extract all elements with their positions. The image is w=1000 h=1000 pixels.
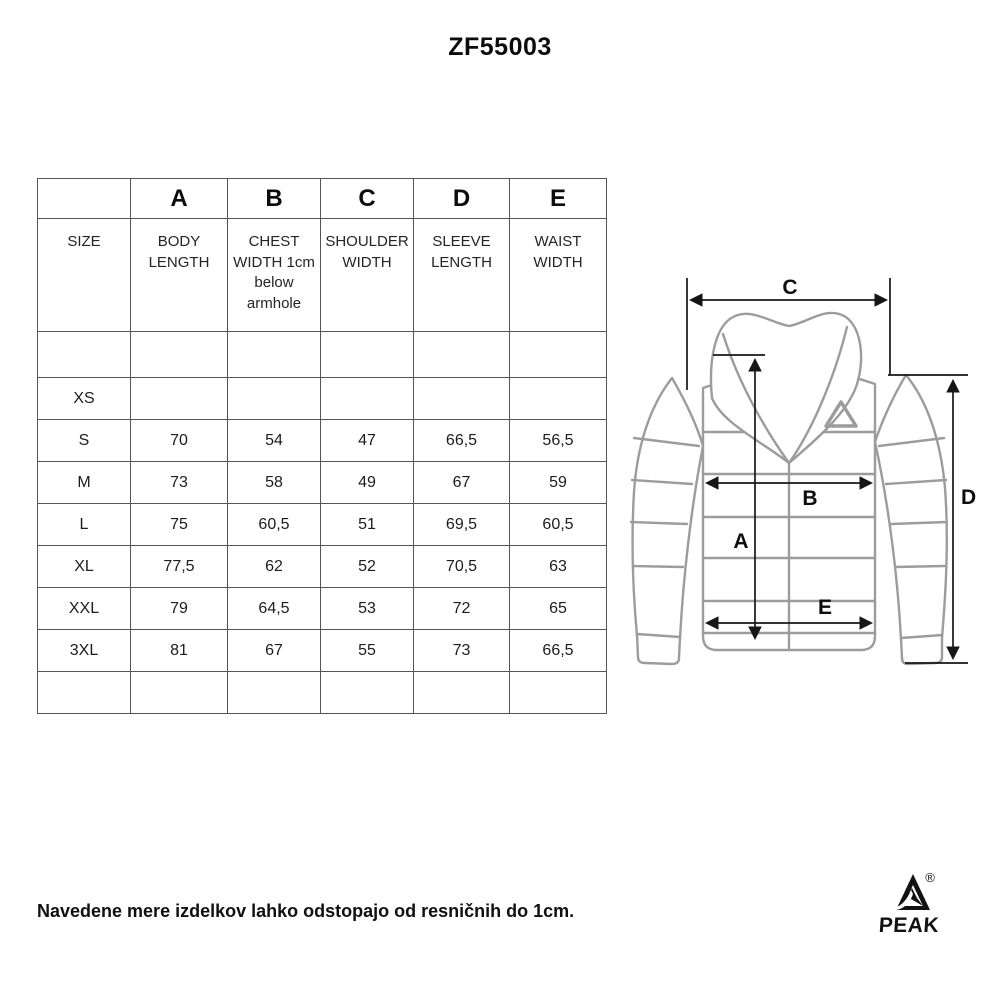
value-cell	[228, 378, 321, 420]
registered-mark: ®	[925, 870, 935, 885]
table-row	[38, 378, 607, 420]
value-cell: 79	[131, 588, 228, 630]
value-cell	[510, 378, 607, 420]
size-cell: XS	[38, 378, 131, 420]
measurement-header: WAIST WIDTH	[510, 219, 607, 332]
table-row	[38, 546, 607, 588]
value-cell: 70,5	[414, 546, 510, 588]
value-cell: 72	[414, 588, 510, 630]
value-cell: 67	[228, 630, 321, 672]
jacket-left-sleeve	[633, 378, 703, 639]
value-cell: 54	[228, 420, 321, 462]
value-cell: 47	[321, 420, 414, 462]
size-header-cell: SIZE	[38, 219, 131, 332]
value-cell: 55	[321, 630, 414, 672]
table-row	[38, 504, 607, 546]
size-cell: XXL	[38, 588, 131, 630]
column-letter-b: B	[228, 179, 321, 219]
peak-logo	[878, 868, 950, 942]
column-letter-e: E	[510, 179, 607, 219]
size-cell: S	[38, 420, 131, 462]
measurement-header-row	[38, 219, 607, 332]
spacer-row	[38, 332, 607, 378]
value-cell: 60,5	[228, 504, 321, 546]
value-cell: 56,5	[510, 420, 607, 462]
value-cell: 81	[131, 630, 228, 672]
measurement-header: CHEST WIDTH 1cm below armhole	[228, 219, 321, 332]
value-cell: 60,5	[510, 504, 607, 546]
tolerance-note: Navedene mere izdelkov lahko odstopajo od resničnih do 1cm.	[37, 901, 575, 921]
column-letter-d: D	[414, 179, 510, 219]
value-cell: 58	[228, 462, 321, 504]
value-cell: 66,5	[510, 630, 607, 672]
measurement-header: SHOULDER WIDTH	[321, 219, 414, 332]
table-row	[38, 420, 607, 462]
value-cell: 73	[414, 630, 510, 672]
value-cell	[321, 378, 414, 420]
measure-label-c: C	[782, 276, 798, 299]
value-cell	[414, 378, 510, 420]
page-title: ZF55003	[448, 33, 552, 61]
jacket-left-cuff	[637, 634, 680, 664]
measure-label-b: B	[802, 487, 818, 510]
table-row	[38, 588, 607, 630]
value-cell	[131, 378, 228, 420]
table-row	[38, 462, 607, 504]
value-cell: 67	[414, 462, 510, 504]
jacket-outline	[631, 313, 947, 664]
measurement-header: BODY LENGTH	[131, 219, 228, 332]
value-cell: 66,5	[414, 420, 510, 462]
value-cell: 59	[510, 462, 607, 504]
value-cell: 73	[131, 462, 228, 504]
value-cell: 49	[321, 462, 414, 504]
jacket-right-cuff	[901, 635, 942, 664]
size-cell: XL	[38, 546, 131, 588]
value-cell: 62	[228, 546, 321, 588]
jacket-right-sleeve	[875, 375, 947, 640]
size-cell: 3XL	[38, 630, 131, 672]
value-cell: 64,5	[228, 588, 321, 630]
value-cell: 51	[321, 504, 414, 546]
value-cell: 77,5	[131, 546, 228, 588]
column-letter-a: A	[131, 179, 228, 219]
measure-label-d: D	[961, 486, 977, 509]
measurement-header: SLEEVE LENGTH	[414, 219, 510, 332]
value-cell: 69,5	[414, 504, 510, 546]
spacer-row-bottom	[38, 672, 607, 714]
size-cell: L	[38, 504, 131, 546]
size-cell: M	[38, 462, 131, 504]
measure-label-a: A	[733, 530, 749, 553]
value-cell: 65	[510, 588, 607, 630]
jacket-diagram	[620, 260, 1000, 700]
value-cell: 53	[321, 588, 414, 630]
table-row	[38, 630, 607, 672]
measure-label-e: E	[817, 596, 833, 619]
column-letter-c: C	[321, 179, 414, 219]
value-cell: 75	[131, 504, 228, 546]
table-corner-cell	[38, 179, 131, 219]
size-table	[37, 178, 607, 714]
value-cell: 70	[131, 420, 228, 462]
column-letter-row	[38, 179, 607, 219]
peak-wordmark: PEAK	[878, 914, 940, 937]
value-cell: 63	[510, 546, 607, 588]
value-cell: 52	[321, 546, 414, 588]
